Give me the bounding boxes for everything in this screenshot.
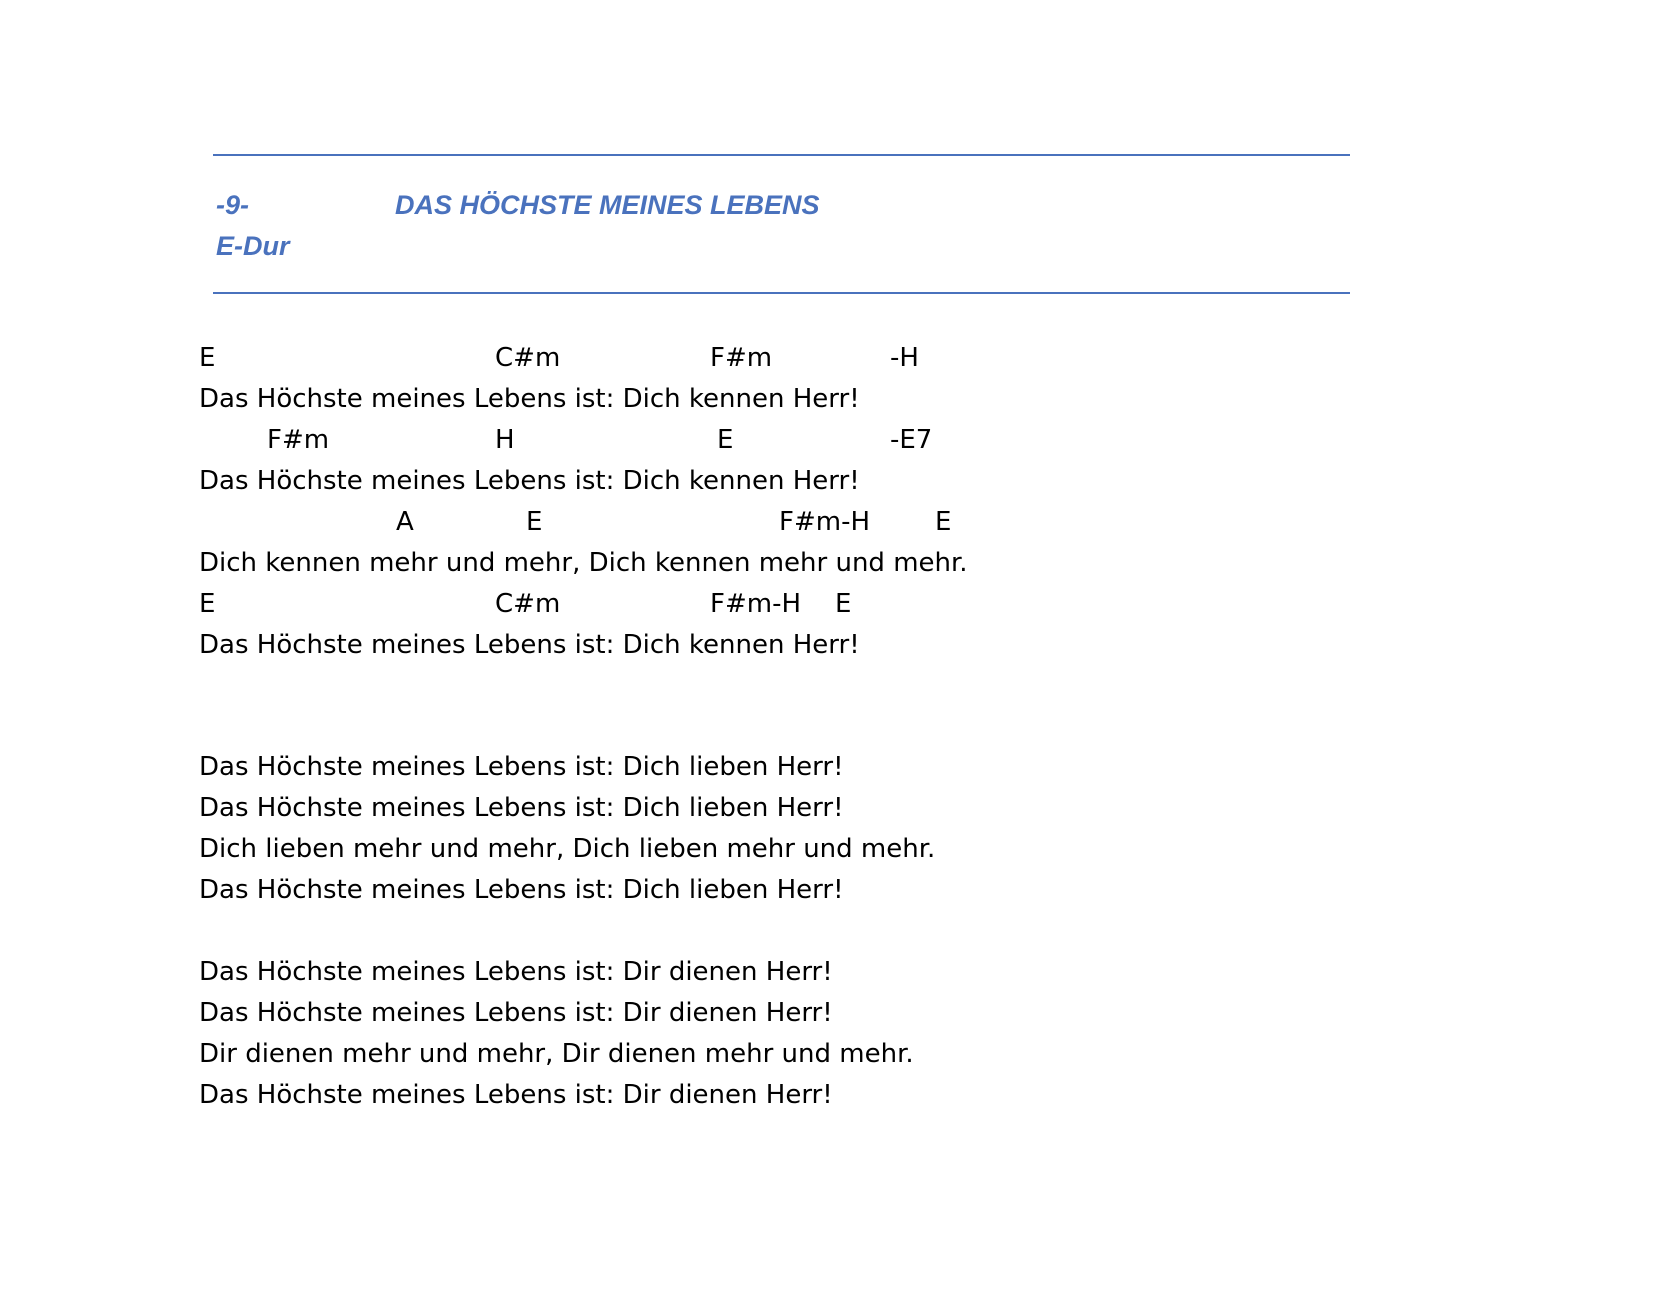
lyric-line: Das Höchste meines Lebens ist: Dir dienen Herr! xyxy=(199,998,833,1028)
chord: H xyxy=(495,425,515,455)
chord: F#m-H xyxy=(779,507,870,537)
chord: E xyxy=(835,589,852,619)
chord: E xyxy=(717,425,734,455)
chord: -H xyxy=(890,343,919,373)
chord: A xyxy=(396,507,414,537)
stanza-gap xyxy=(199,911,968,952)
song-key: E-Dur xyxy=(216,231,290,261)
song-number: -9- xyxy=(216,190,249,220)
chord: F#m xyxy=(267,425,330,455)
lyric-line: Dir dienen mehr und mehr, Dir dienen mehr und mehr. xyxy=(199,1039,914,1069)
lyric-line: Das Höchste meines Lebens ist: Dich kennen Herr! xyxy=(199,630,860,660)
lyric-line: Das Höchste meines Lebens ist: Dich lieben Herr! xyxy=(199,793,844,823)
chord-line xyxy=(199,584,968,625)
chord: E xyxy=(935,507,952,537)
lyric-line: Das Höchste meines Lebens ist: Dich kennen Herr! xyxy=(199,384,860,414)
lyric-line: Das Höchste meines Lebens ist: Dich kennen Herr! xyxy=(199,466,860,496)
chord-line xyxy=(199,420,968,461)
song-body xyxy=(199,338,968,1116)
header-top-rule xyxy=(213,154,1350,156)
chord: E xyxy=(199,343,216,373)
chord: F#m xyxy=(710,343,773,373)
chord: -E7 xyxy=(890,425,933,455)
lyric-line: Dich lieben mehr und mehr, Dich lieben mehr und mehr. xyxy=(199,834,936,864)
lyric-line: Das Höchste meines Lebens ist: Dir dienen Herr! xyxy=(199,957,833,987)
stanza-gap xyxy=(199,666,968,747)
chord: C#m xyxy=(495,589,561,619)
verse-3 xyxy=(199,952,968,1116)
song-title: DAS HÖCHSTE MEINES LEBENS xyxy=(395,190,820,220)
chord: E xyxy=(199,589,216,619)
chord: C#m xyxy=(495,343,561,373)
chord: F#m-H xyxy=(710,589,801,619)
chord-line xyxy=(199,502,968,543)
header-bottom-rule xyxy=(213,292,1350,294)
lyric-line: Dich kennen mehr und mehr, Dich kennen mehr und mehr. xyxy=(199,548,968,578)
verse-2 xyxy=(199,747,968,911)
lyric-line: Das Höchste meines Lebens ist: Dir dienen Herr! xyxy=(199,1080,833,1110)
verse-1 xyxy=(199,338,968,666)
chord-line xyxy=(199,338,968,379)
lyric-line: Das Höchste meines Lebens ist: Dich lieben Herr! xyxy=(199,752,844,782)
lyric-line: Das Höchste meines Lebens ist: Dich lieben Herr! xyxy=(199,875,844,905)
chord: E xyxy=(526,507,543,537)
